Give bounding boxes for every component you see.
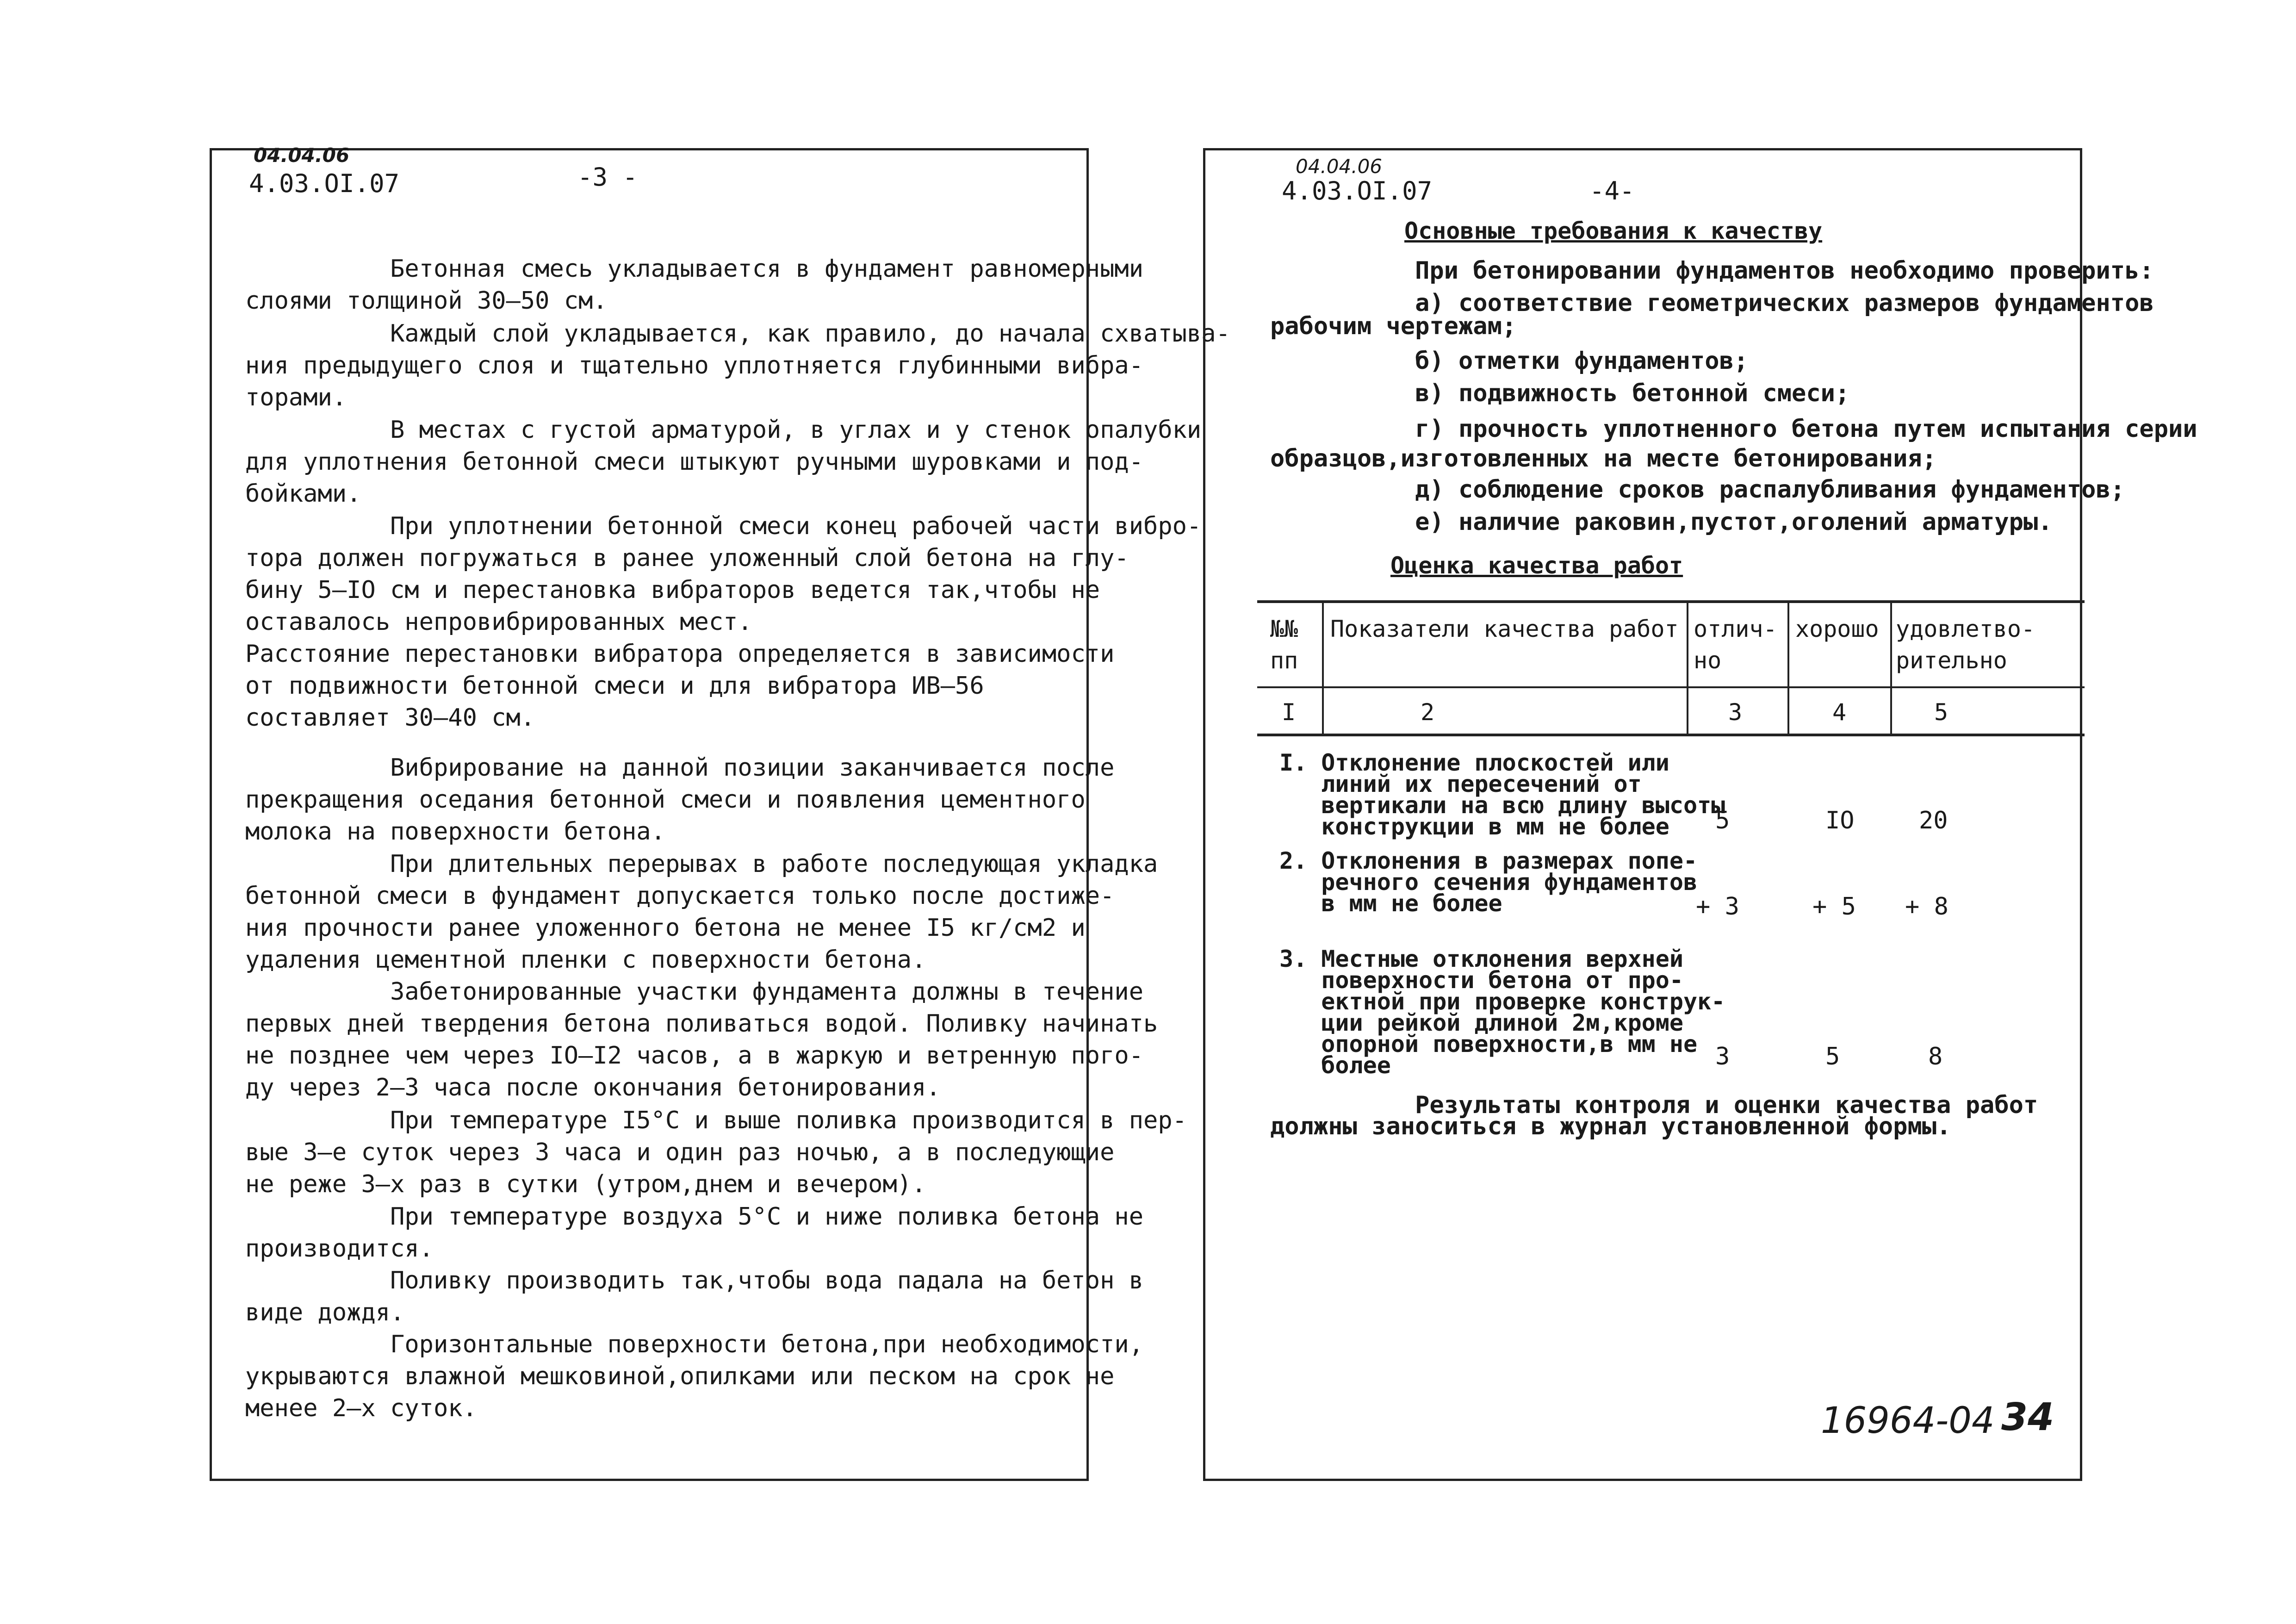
left-paragraph-1: Бетонная смесь укладывается в фундамент равномерными слоями толщиной 30–50 см. [245, 255, 1144, 315]
table-row-3-satisfactory: 8 [1928, 1043, 1943, 1070]
left-paragraph-5: Вибрирование на данной позиции заканчивается после прекращения оседания бетонной смеси и появления цементного молока на поверхности бетона. [245, 754, 1115, 846]
left-page-number: -3 - [577, 162, 638, 192]
table-row-2-satisfactory: + 8 [1905, 893, 1948, 921]
left-paragraph-3: В местах с густой арматурой, в углах и у стенок опалубки для уплотнения бетонной смеси штыкуют ручными шуровками и под- бойками. [245, 416, 1202, 508]
colnum-2: 2 [1421, 699, 1435, 726]
header-good: хорошо [1795, 616, 1879, 642]
table-col-divider-3 [1787, 600, 1789, 734]
right-stamp: 04.04.06 [1296, 155, 1383, 178]
check-item-c: в) подвижность бетонной смеси; [1270, 380, 1850, 407]
check-item-f: е) наличие раковин,пустот,оголений арматуры. [1270, 508, 2053, 536]
header-satisfactory: удовлетво- рительно [1896, 616, 2035, 674]
table-colnum-rule [1257, 734, 2085, 736]
left-paragraph-10: Поливку производить так,чтобы вода падала на бетон в виде дождя. [245, 1267, 1144, 1326]
header-indicator: Показатели качества работ [1330, 616, 1679, 642]
table-row-1-excellent: 5 [1715, 807, 1730, 834]
left-stamp: 04.04.06 [254, 144, 350, 167]
left-paragraph-7: Забетонированные участки фундамента должны в течение первых дней твердения бетона поливаться водой. Поливку начинать не позднее чем через IO–I2 часов, а в жаркую и ветренную пого- ду через 2–3 часа после окончания бетонирования. [245, 978, 1158, 1101]
table-row-3-excellent: 3 [1715, 1043, 1730, 1070]
right-doc-code: 4.03.OI.07 [1282, 176, 1433, 205]
left-doc-code: 4.03.OI.07 [249, 169, 400, 198]
left-paragraph-11: Горизонтальные поверхности бетона,при необходимости, укрываются влажной мешковиной,опилками или песком на срок не менее 2–х суток. [245, 1331, 1144, 1422]
table-col-divider-1 [1322, 600, 1324, 734]
table-row-2-good: + 5 [1812, 893, 1856, 921]
check-item-d: г) прочность уплотненного бетона путем испытания серии образцов,изготовленных на месте бетонирования; [1270, 415, 2197, 473]
check-item-e: д) соблюдение сроков распалубливания фундаментов; [1270, 476, 2125, 504]
left-paragraph-2: Каждый слой укладывается, как правило, до начала схватыва- ния предыдущего слоя и тщательно уплотняется глубинными вибра- торами. [245, 320, 1230, 411]
table-header-rule [1257, 686, 2085, 688]
table-row-2-text: 2. Отклонения в размерах попе- речного сечения фундаментов в мм не более [1279, 847, 1698, 917]
sheet-number: 34 [2001, 1395, 2054, 1439]
left-paragraph-4: При уплотнении бетонной смеси конец рабочей части вибро- тора должен погружаться в ранее уложенный слой бетона на глу- бину 5–IO см и перестановка вибраторов ведется так,чтобы не оставалось непровибрированных мест. Расстояние перестановки вибратора определяется в зависимости от подвижности бетонной смеси и для вибратора ИВ–56 составляет 30–40 см. [245, 512, 1202, 732]
table-row-1-satisfactory: 20 [1919, 807, 1948, 834]
table-row-2-excellent: + 3 [1696, 893, 1739, 921]
left-paragraph-6: При длительных перерывах в работе последующая укладка бетонной смеси в фундамент допускается только после достиже- ния прочности ранее уложенного бетона не менее I5 кг/см2 и удаления цементной пленки с поверхности бетона. [245, 850, 1158, 974]
left-paragraph-9: При температуре воздуха 5°С и ниже поливка бетона не производится. [245, 1203, 1144, 1263]
check-item-a: а) соответствие геометрических размеров фундаментов рабочим чертежам; [1270, 289, 2154, 340]
table-col-divider-4 [1890, 600, 1892, 734]
table-row-1-good: IO [1825, 807, 1855, 834]
header-excellent: отлич- но [1694, 616, 1777, 674]
colnum-1: I [1282, 699, 1296, 726]
section-intro: При бетонировании фундаментов необходимо проверить: [1270, 257, 2154, 285]
conclusion-text: Результаты контроля и оценки качества работ должны заноситься в журнал установленной формы. [1270, 1091, 2038, 1140]
table-top-rule [1257, 600, 2085, 603]
left-paragraph-8: При температуре I5°С и выше поливка производится в пер- вые 3–е суток через 3 часа и один раз ночью, а в последующие не реже 3–х раз в сутки (утром,днем и вечером). [245, 1107, 1187, 1198]
right-page [1203, 148, 2197, 1481]
section-title-requirements: Основные требования к качеству [1404, 218, 1823, 244]
colnum-5: 5 [1934, 699, 1948, 726]
check-item-b: б) отметки фундаментов; [1270, 347, 1749, 375]
left-page [210, 144, 1230, 1481]
section-title-assessment: Оценка качества работ [1390, 552, 1683, 579]
colnum-3: 3 [1728, 699, 1743, 726]
right-page-number: -4- [1589, 176, 1635, 205]
table-row-3-good: 5 [1825, 1043, 1840, 1070]
colnum-4: 4 [1832, 699, 1847, 726]
table-col-divider-2 [1687, 600, 1688, 734]
table-row-1-text: I. Отклонение плоскостей или линий их пересечений от вертикали на всю длину высоты конструкции в мм не более [1279, 749, 1725, 840]
header-num: №№ пп [1270, 616, 1298, 674]
table-row-3-text: 3. Местные отклонения верхней поверхности бетона от про- ектной при проверке конструк- ции рейкой длиной 2м,кроме опорной поверхности,в мм не более [1279, 946, 1725, 1079]
archive-number: 16964-04 [1821, 1400, 1995, 1442]
